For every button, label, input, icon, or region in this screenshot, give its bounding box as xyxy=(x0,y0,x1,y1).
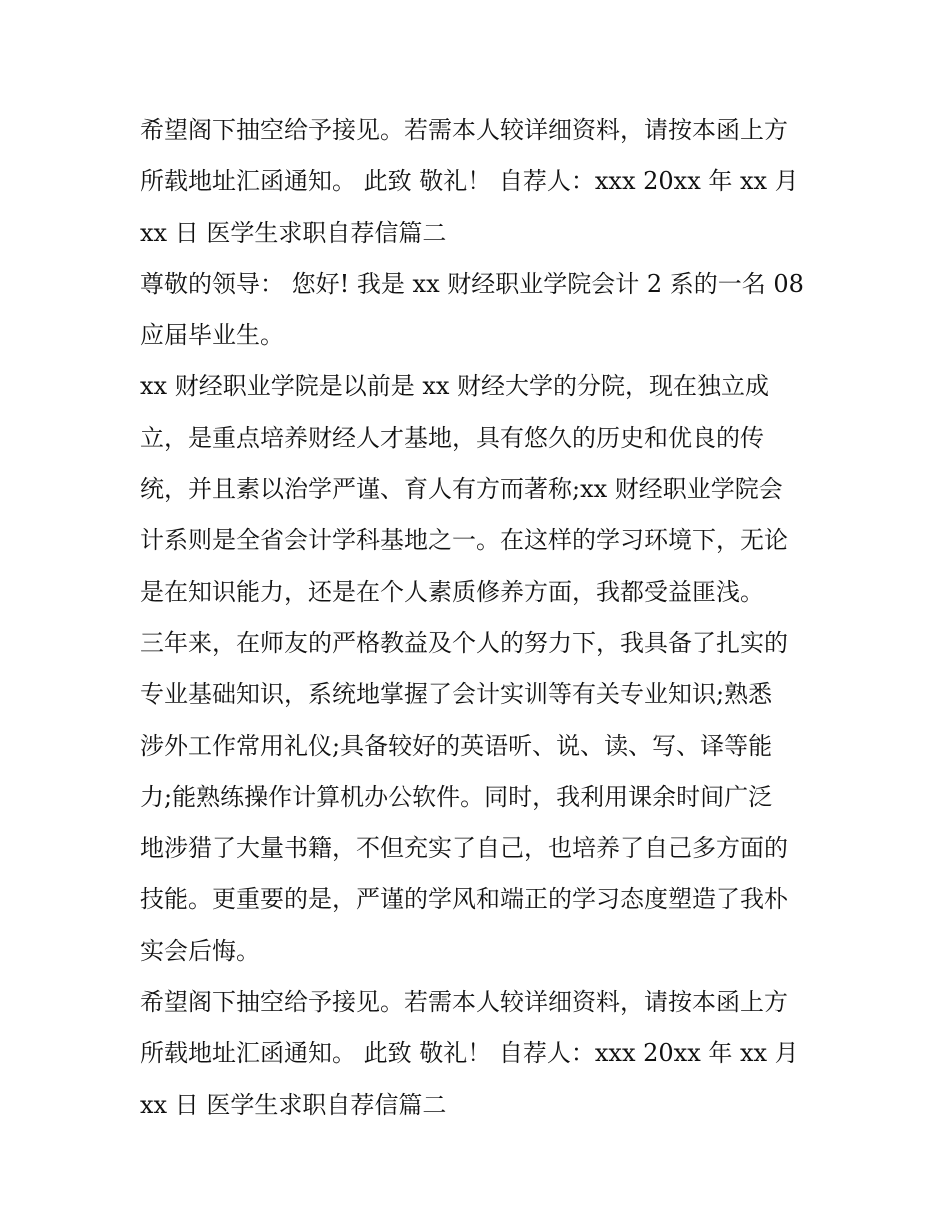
text-line-4: 尊敬的领导： 您好! 我是 xx 财经职业学院会计 2 系的一名 08 xyxy=(140,269,804,298)
text-line-6: xx 财经职业学院是以前是 xx 财经大学的分院，现在独立成 xyxy=(140,372,770,401)
text-line-18: 希望阁下抽空给予接见。若需本人较详细资料，请按本函上方 xyxy=(140,988,788,1017)
text-line-10: 是在知识能力，还是在个人素质修养方面，我都受益匪浅。 xyxy=(140,577,764,606)
text-line-12: 专业基础知识，系统地掌握了会计实训等有关专业知识;熟悉 xyxy=(140,680,773,709)
text-line-15: 地涉猎了大量书籍，不但充实了自己，也培养了自己多方面的 xyxy=(140,834,788,863)
text-line-8: 统，并且素以治学严谨、育人有方而著称;xx 财经职业学院会 xyxy=(140,475,783,504)
text-line-16: 技能。更重要的是，严谨的学风和端正的学习态度塑造了我朴 xyxy=(140,885,788,914)
text-line-2: 所载地址汇函通知。 此致 敬礼！ 自荐人：xxx 20xx 年 xx 月 xyxy=(140,167,799,196)
text-line-20: xx 日 医学生求职自荐信篇二 xyxy=(140,1090,447,1119)
text-line-5: 应届毕业生。 xyxy=(140,321,284,350)
text-line-9: 计系则是全省会计学科基地之一。在这样的学习环境下，无论 xyxy=(140,526,788,555)
text-line-17: 实会后悔。 xyxy=(140,936,260,965)
text-line-13: 涉外工作常用礼仪;具备较好的英语听、说、读、写、译等能 xyxy=(140,731,773,760)
text-line-3: xx 日 医学生求职自荐信篇二 xyxy=(140,218,447,247)
text-line-1: 希望阁下抽空给予接见。若需本人较详细资料，请按本函上方 xyxy=(140,116,788,144)
letter-body xyxy=(140,105,820,1131)
text-line-19: 所载地址汇函通知。 此致 敬礼！ 自荐人：xxx 20xx 年 xx 月 xyxy=(140,1039,799,1068)
text-line-14: 力;能熟练操作计算机办公软件。同时，我利用课余时间广泛 xyxy=(140,782,773,811)
text-line-7: 立，是重点培养财经人才基地，具有悠久的历史和优良的传 xyxy=(140,423,764,452)
text-line-11: 三年来，在师友的严格教益及个人的努力下，我具备了扎实的 xyxy=(140,628,788,657)
